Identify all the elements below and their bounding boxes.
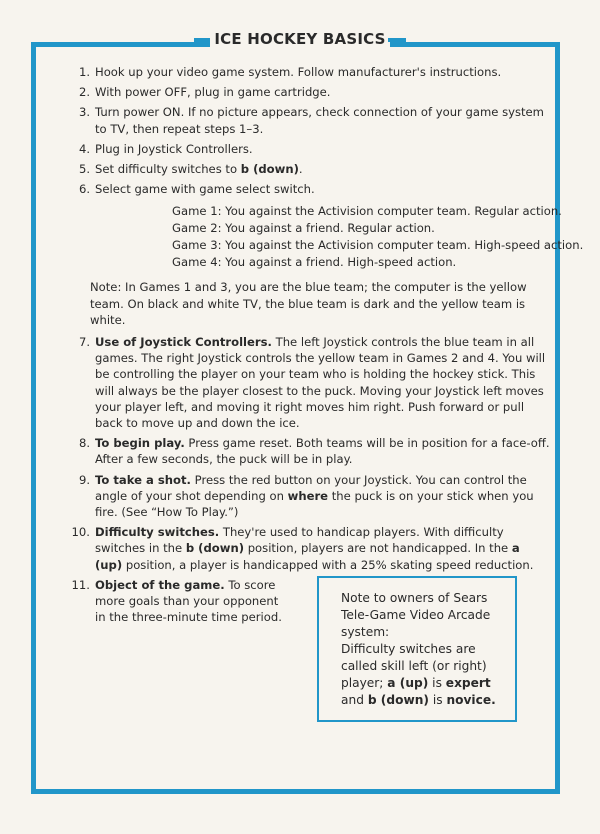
step-6: 6. Select game with game select switch.: [78, 182, 315, 197]
step-11: 11. Object of the game. To score more goals than your opponent in the three-minute time period.: [71, 577, 282, 625]
step-2: 2. With power OFF, plug in game cartridge.: [78, 85, 331, 100]
step-5: 5. Set difficulty switches to b (down).: [78, 162, 303, 177]
step-3: 3. Turn power ON. If no picture appears, check connection of your game system to TV, then repeat steps 1–3.: [78, 105, 544, 136]
team-color-note: Note: In Games 1 and 3, you are the blue team; the computer is the yellow team. On black and white TV, the blue team is dark and the yellow team is white.: [90, 280, 527, 327]
step-1: 1. Hook up your video game system. Follow manufacturer's instructions.: [78, 65, 502, 79]
game-2: Game 2: You against a friend. Regular action.: [172, 221, 435, 236]
step-8: 8. To begin play. Press game reset. Both teams will be in position for a face-off. After a few seconds, the puck will be in play.: [78, 436, 550, 467]
game-1: Game 1: You against the Activision computer team. Regular action.: [172, 204, 562, 219]
step-9: 9. To take a shot. Press the red button on your Joystick. You can control the angle of your shot depending on where the puck is on your stick when you fire. (See “How To Play.”): [78, 472, 534, 520]
step-7: 7. Use of Joystick Controllers. The left Joystick controls the blue team in all games. The right Joystick controls the yellow team in Games 2 and 4. You will be controlling the player on your team who is holding the hockey stick. This will always be the player closest to the puck. Moving your Joystick left moves your player left, and moving it right moves him right. Push forward or pull back to move up and down the ice.: [78, 335, 546, 431]
game-3: Game 3: You against the Activision computer team. High-speed action.: [172, 238, 584, 253]
step-4: 4. Plug in Joystick Controllers.: [78, 141, 253, 156]
page-title: ICE HOCKEY BASICS: [0, 30, 600, 48]
title-bar-right: [388, 38, 406, 42]
sears-note-box: Note to owners of Sears Tele-Game Video Arcade system: Difficulty switches are called skill left (or right) player; a (up) is expert and b (down) is novice.: [317, 576, 517, 722]
game-4: Game 4: You against a friend. High-speed action.: [172, 255, 457, 270]
instructions: [50, 64, 584, 629]
step-10: 10. Difficulty switches. They're used to handicap players. With difficulty switches in the b (down) position, players are not handicapped. In the a (up) position, a player is handicapped with a 25% skating speed reduction.: [71, 525, 534, 572]
game-list: [172, 203, 584, 271]
